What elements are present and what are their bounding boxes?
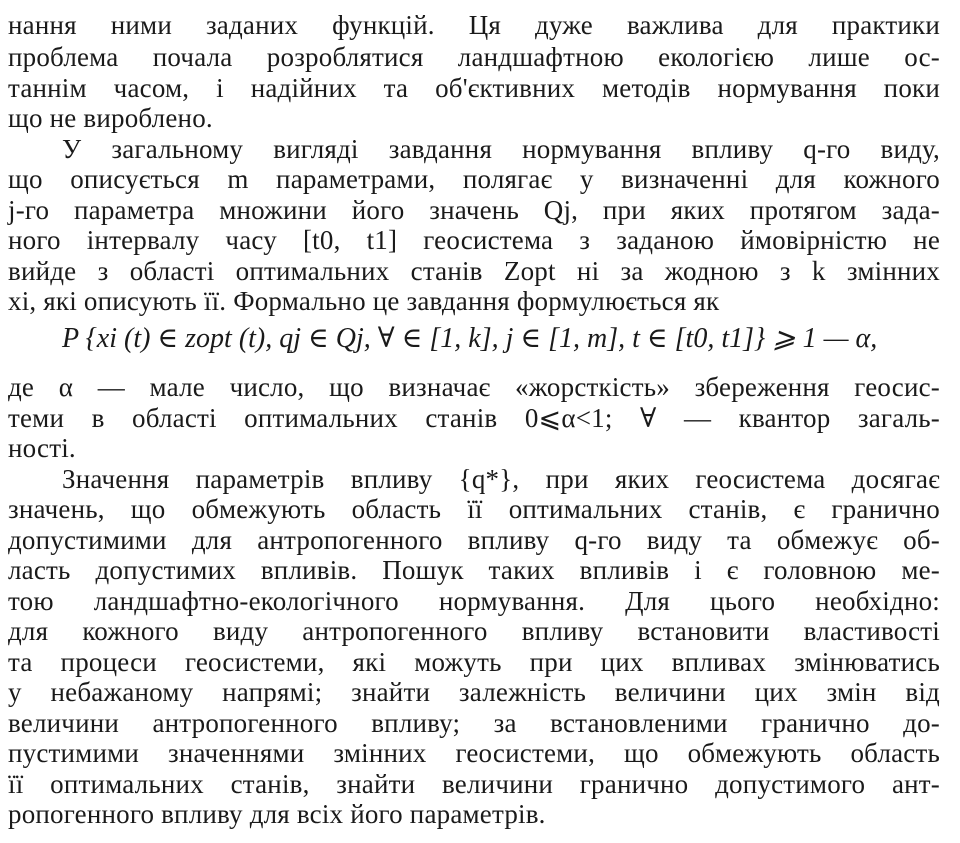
text-line: вийде з області оптимальних станів Zopt ні за жодною з k змінних <box>8 256 940 286</box>
text-line: таннім часом, і надійних та об'єктивних методів нормування поки <box>8 73 940 103</box>
text-line: нання ними заданих функцій. Ця дуже важлива для практики <box>8 10 940 40</box>
text-line: де α — мале число, що визначає «жорсткість» збереження геосис- <box>8 372 940 402</box>
text-line: у небажаному напрямі; знайти залежність величини цих змін від <box>8 677 940 707</box>
text-line: величини антропогенного впливу; за встановленими гранично до- <box>8 708 940 738</box>
text-line: та процеси геосистеми, які можуть при цих впливах змінюватись <box>8 647 940 677</box>
text-line: У загальному вигляді завдання нормування впливу q-го виду, <box>62 134 940 164</box>
text-line: xi, які описують її. Формально це завдання формулюється як <box>8 286 720 316</box>
text-line: ного інтервалу часу [t0, t1] геосистема з заданою ймовірністю не <box>8 225 940 255</box>
text-line: ності. <box>8 433 76 463</box>
text-line: значень, що обмежують область її оптимальних станів, є гранично <box>8 494 940 524</box>
text-line: пустимими значеннями змінних геосистеми, що обмежують область <box>8 738 940 768</box>
text-line: допустимими для антропогенного впливу q-го виду та обмежує об- <box>8 525 940 555</box>
text-line: проблема почала розроблятися ландшафтною екологією лише ос- <box>8 42 940 72</box>
text-line: теми в області оптимальних станів 0⩽α<1; ∀ — квантор загаль- <box>8 403 940 433</box>
text-line: Значення параметрів впливу {q*}, при яких геосистема досягає <box>62 464 940 494</box>
text-line: що описується m параметрами, полягає у визначенні для кожного <box>8 164 940 194</box>
text-line: її оптимальних станів, знайти величини гранично допустимого ант- <box>8 769 940 799</box>
text-line: тою ландшафтно-екологічного нормування. Для цього необхідно: <box>8 586 940 616</box>
text-line: що не вироблено. <box>8 103 213 133</box>
text-line: ропогенного впливу для всіх його параметрів. <box>8 799 546 829</box>
formula: P {xi (t) ∈ zopt (t), qj ∈ Qj, ∀ ∈ [1, k], j ∈ [1, m], t ∈ [t0, t1]} ⩾ 1 — α, <box>62 323 878 354</box>
text-line: j-го параметра множини його значень Qj, при яких протягом зада- <box>8 195 940 225</box>
text-line: для кожного виду антропогенного впливу встановити властивості <box>8 616 940 646</box>
text-line: ласть допустимих впливів. Пошук таких впливів і є головною ме- <box>8 555 940 585</box>
